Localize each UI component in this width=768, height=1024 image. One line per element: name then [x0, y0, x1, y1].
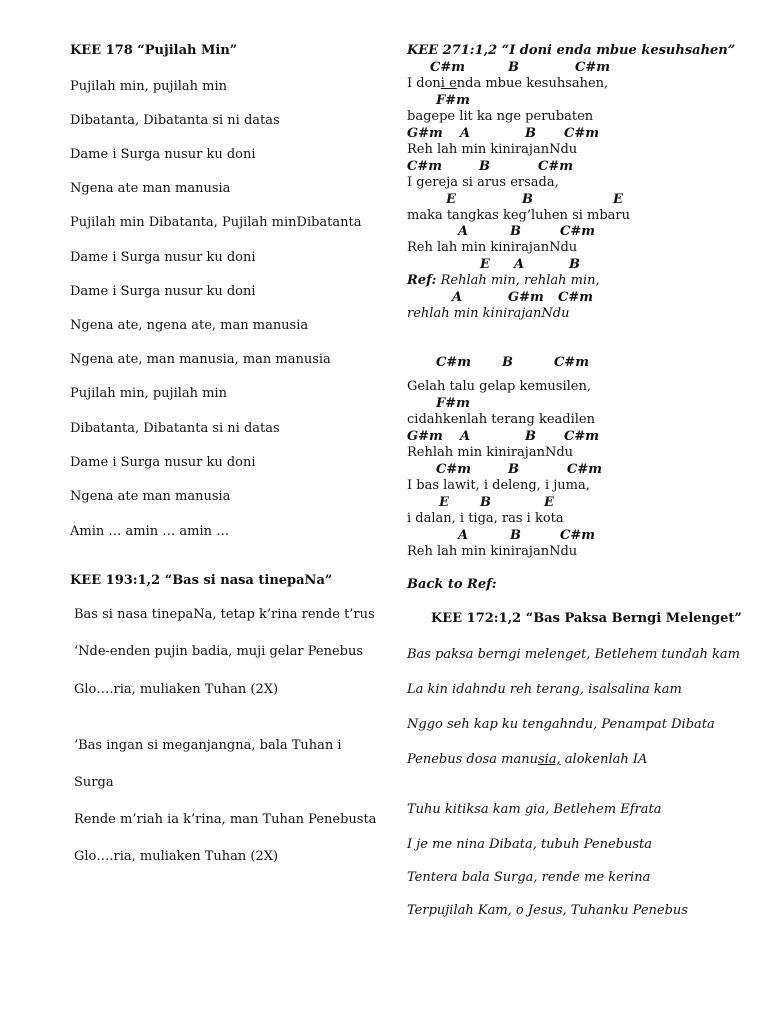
chord: B — [522, 192, 533, 207]
lyric-line: Gelah talu gelap kemusilen, — [407, 379, 591, 394]
lyric-segment-underlined: sia, — [537, 752, 561, 767]
kee271-title: KEE 271:1,2 “I doni enda mbue kesuhsahen” — [407, 43, 736, 58]
kee178-line: Ngena ate man manusia — [70, 489, 231, 504]
chord: C#m — [575, 60, 610, 75]
kee193-line: Bas si nasa tinepaNa, tetap k’rina rende t’rus — [74, 607, 375, 622]
chord: B — [508, 462, 519, 477]
refrain-line — [407, 273, 600, 289]
chord: B — [510, 528, 521, 543]
kee178-line: Pujilah min, pujilah min — [70, 79, 227, 94]
lyric-line: I gereja si arus ersada, — [407, 175, 559, 190]
chord: E — [446, 192, 456, 207]
lyric-line — [407, 76, 608, 92]
chord: B — [480, 495, 491, 510]
chord: C#m — [436, 462, 471, 477]
kee178-line: Dame i Surga nusur ku doni — [70, 284, 256, 299]
chord: C#m — [436, 355, 471, 370]
kee178-line: Dame i Surga nusur ku doni — [70, 147, 256, 162]
chord: A — [460, 126, 471, 141]
lyric-line: i dalan, i tiga, ras i kota — [407, 511, 564, 526]
chord: E — [544, 495, 554, 510]
chord: G#m — [407, 429, 443, 444]
chord: C#m — [560, 224, 595, 239]
kee178-line: Dibatanta, Dibatanta si ni datas — [70, 113, 280, 128]
kee178-line: Amin … amin … amin … — [70, 524, 230, 539]
lyric-segment: I don — [407, 76, 441, 91]
chord: A — [458, 224, 469, 239]
chord: B — [525, 429, 536, 444]
kee172-line: Nggo seh kap ku tengahndu, Penampat Dibata — [407, 717, 715, 732]
chord: C#m — [554, 355, 589, 370]
refrain-line: rehlah min kinirajanNdu — [407, 306, 570, 321]
lyric-segment: alokenlah IA — [560, 752, 648, 767]
chord: F#m — [436, 93, 470, 108]
kee193-title: KEE 193:1,2 “Bas si nasa tinepaNa” — [70, 573, 333, 588]
chord: C#m — [430, 60, 465, 75]
lyric-line: maka tangkas keg’luhen si mbaru — [407, 208, 631, 223]
lyric-segment: Penebus dosa manu — [407, 752, 538, 767]
kee178-line: Dame i Surga nusur ku doni — [70, 455, 256, 470]
refrain-label: Ref: — [407, 273, 437, 288]
lyric-line: I bas lawit, i deleng, i juma, — [407, 478, 590, 493]
chord: C#m — [560, 528, 595, 543]
refrain-text: Rehlah min, rehlah min, — [436, 273, 600, 288]
chord: C#m — [538, 159, 573, 174]
lyric-line: cidahkenlah terang keadilen — [407, 412, 595, 427]
kee178-line: Pujilah min, pujilah min — [70, 386, 227, 401]
chord: B — [525, 126, 536, 141]
kee178-line: Ngena ate, ngena ate, man manusia — [70, 318, 309, 333]
kee172-title: KEE 172:1,2 “Bas Paksa Berngi Melenget” — [431, 611, 742, 626]
kee178-line: Dibatanta, Dibatanta si ni datas — [70, 421, 280, 436]
chord: G#m — [508, 290, 544, 305]
lyric-segment: nda mbue kesuhsahen, — [456, 76, 609, 91]
lyric-line: bagepe lit ka nge perubaten — [407, 109, 594, 124]
chord: E — [480, 257, 490, 272]
chord: A — [460, 429, 471, 444]
chord: C#m — [407, 159, 442, 174]
chord: E — [439, 495, 449, 510]
kee193-line: Glo….ria, muliaken Tuhan (2X) — [74, 682, 279, 697]
kee172-line: Tentera bala Surga, rende me kerina — [407, 870, 651, 885]
chord: C#m — [564, 429, 599, 444]
kee172-line: La kin idahndu reh terang, isalsalina kam — [407, 682, 682, 697]
chord: B — [479, 159, 490, 174]
chord: F#m — [436, 396, 470, 411]
kee172-line — [407, 752, 647, 768]
kee172-line: Terpujilah Kam, o Jesus, Tuhanku Penebus — [407, 903, 688, 918]
kee172-line: Tuhu kitiksa kam gia, Betlehem Efrata — [407, 802, 662, 817]
kee193-line: Surga — [74, 775, 114, 790]
kee172-line: Bas paksa berngi melenget, Betlehem tundah kam — [407, 647, 740, 662]
kee193-line: Rende m’riah ia k’rina, man Tuhan Penebusta — [74, 812, 377, 827]
kee178-title: KEE 178 “Pujilah Min” — [70, 43, 238, 58]
kee178-line: Pujilah min Dibatanta, Pujilah minDibatanta — [70, 215, 362, 230]
chord: C#m — [567, 462, 602, 477]
chord: C#m — [558, 290, 593, 305]
chord: G#m — [407, 126, 443, 141]
lyric-line: Reh lah min kinirajanNdu — [407, 544, 578, 559]
chord: E — [613, 192, 623, 207]
kee178-line: Ngena ate, man manusia, man manusia — [70, 352, 331, 367]
lyric-line: Rehlah min kinirajanNdu — [407, 445, 574, 460]
chord: A — [514, 257, 525, 272]
chord: C#m — [564, 126, 599, 141]
kee193-line: ‘Nde-enden pujin badia, muji gelar Penebus — [74, 644, 364, 659]
kee193-line: ‘Bas ingan si meganjangna, bala Tuhan i — [74, 738, 342, 753]
chord: B — [502, 355, 513, 370]
lyric-segment-underlined: i e — [440, 76, 457, 91]
lyric-line: Reh lah min kinirajanNdu — [407, 142, 578, 157]
chord: B — [510, 224, 521, 239]
chord: B — [508, 60, 519, 75]
chord: A — [458, 528, 469, 543]
chord: B — [569, 257, 580, 272]
kee172-line: I je me nina Dibata, tubuh Penebusta — [407, 837, 653, 852]
chord: A — [452, 290, 463, 305]
lyric-line: Reh lah min kinirajanNdu — [407, 240, 578, 255]
kee178-line: Dame i Surga nusur ku doni — [70, 250, 256, 265]
kee193-line: Glo….ria, muliaken Tuhan (2X) — [74, 849, 279, 864]
kee178-line: Ngena ate man manusia — [70, 181, 231, 196]
back-to-ref: Back to Ref: — [407, 577, 497, 592]
